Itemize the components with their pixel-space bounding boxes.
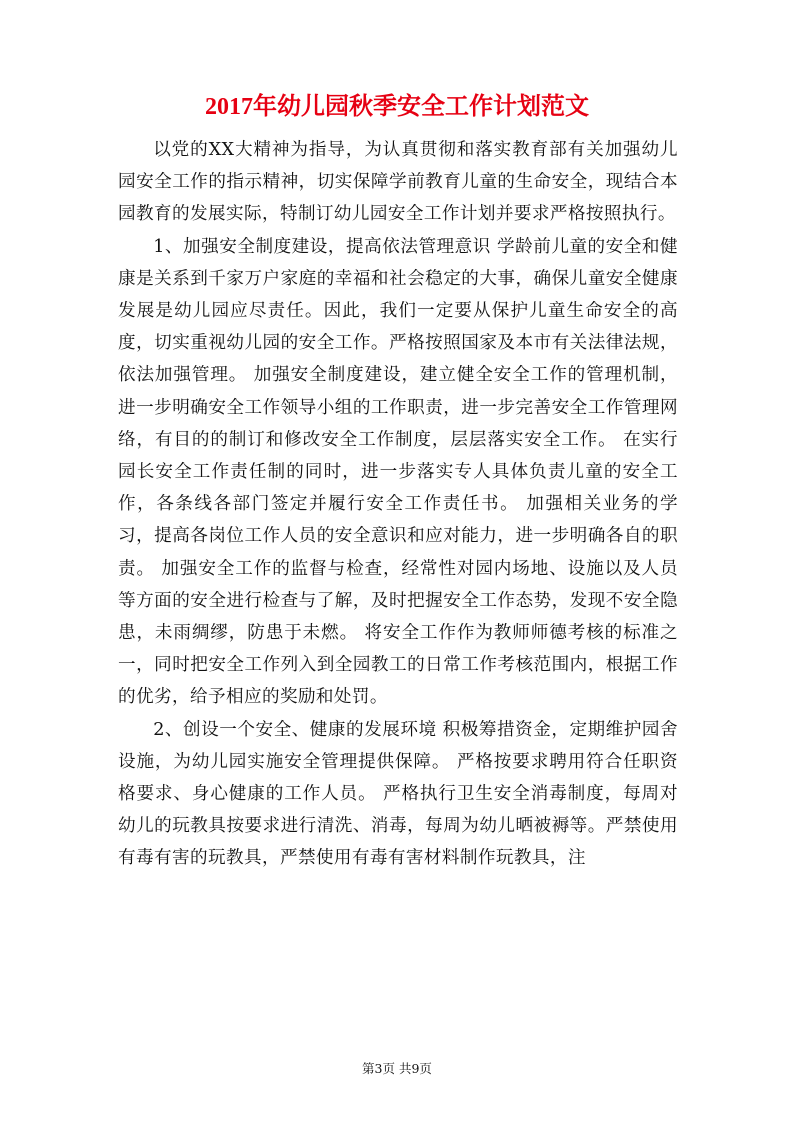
document-title: 2017年幼儿园秋季安全工作计划范文	[205, 94, 589, 120]
paragraph-intro: 以党的XX大精神为指导，为认真贯彻和落实教育部有关加强幼儿园安全工作的指示精神，切实保障学前教育儿童的生命安全，现结合本园教育的发展实际，特制订幼儿园安全工作计划并要求严格按照执行。	[118, 140, 678, 225]
document-body	[118, 134, 678, 875]
page-footer: 第3页 共9页	[362, 1061, 432, 1076]
paragraph-section-1: 1、加强安全制度建设，提高依法管理意识 学龄前儿童的安全和健康是关系到千家万户家庭的幸福和社会稳定的大事，确保儿童安全健康发展是幼儿园应尽责任。因此，我们一定要从保护儿童生命安全的高度，切实重视幼儿园的安全工作。严格按照国家及本市有关法律法规，依法加强管理。 加强安全制度建设，建立健全安全工作的管理机制，进一步明确安全工作领导小组的工作职责，进一步完善安全工作管理网络，有目的的制订和修改安全工作制度，层层落实安全工作。 在实行园长安全工作责任制的同时，进一步落实专人具体负责儿童的安全工作，各条线各部门签定并履行安全工作责任书。 加强相关业务的学习，提高各岗位工作人员的安全意识和应对能力，进一步明确各自的职责。 加强安全工作的监督与检查，经常性对园内场地、设施以及人员等方面的安全进行检查与了解，及时把握安全工作态势，发现不安全隐患，未雨绸缪，防患于未燃。 将安全工作作为教师师德考核的标准之一，同时把安全工作列入到全园教工的日常工作考核范围内，根据工作的优劣，给予相应的奖励和处罚。	[118, 236, 678, 708]
paragraph-section-2: 2、创设一个安全、健康的发展环境 积极筹措资金，定期维护园舍设施，为幼儿园实施安全管理提供保障。 严格按要求聘用符合任职资格要求、身心健康的工作人员。 严格执行卫生安全消毒制度，每周对幼儿的玩教具按要求进行清洗、消毒，每周为幼儿晒被褥等。严禁使用有毒有害的玩教具，严禁使用有毒有害材料制作玩教具，注	[118, 719, 678, 869]
